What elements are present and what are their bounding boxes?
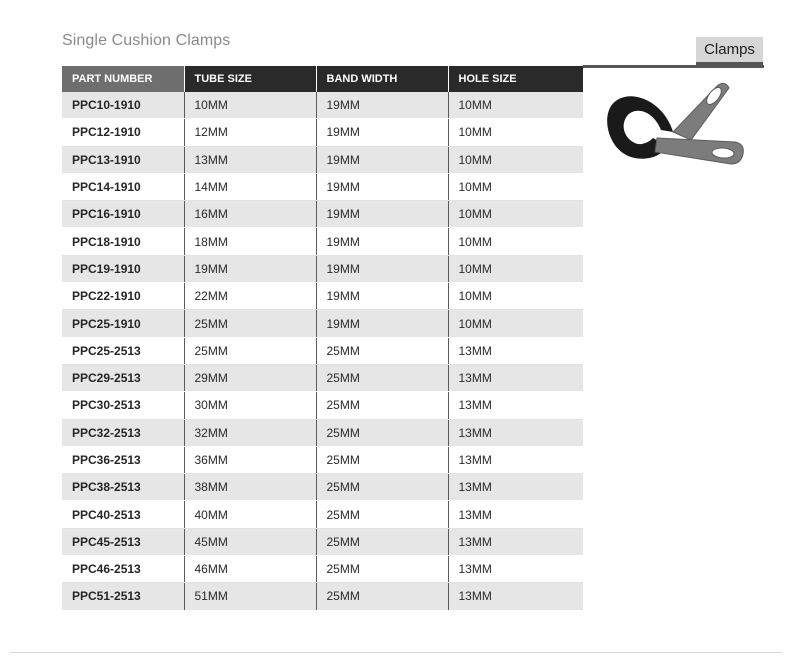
part-number-cell: PPC40-2513 bbox=[62, 501, 184, 528]
table-row bbox=[62, 146, 583, 173]
hole-size-cell: 10MM bbox=[448, 201, 583, 228]
part-number-cell: PPC14-1910 bbox=[62, 173, 184, 200]
part-number-cell: PPC46-2513 bbox=[62, 556, 184, 583]
tube-size-cell: 19MM bbox=[184, 255, 316, 282]
part-number-cell: PPC25-1910 bbox=[62, 310, 184, 337]
hole-size-cell: 10MM bbox=[448, 92, 583, 119]
part-number-cell: PPC30-2513 bbox=[62, 392, 184, 419]
band-width-cell: 25MM bbox=[316, 337, 448, 364]
part-number-cell: PPC25-2513 bbox=[62, 337, 184, 364]
band-width-cell: 25MM bbox=[316, 446, 448, 473]
tube-size-cell: 13MM bbox=[184, 146, 316, 173]
hole-size-cell: 13MM bbox=[448, 392, 583, 419]
tube-size-cell: 16MM bbox=[184, 201, 316, 228]
tube-size-cell: 25MM bbox=[184, 310, 316, 337]
tube-size-cell: 30MM bbox=[184, 392, 316, 419]
table-row bbox=[62, 173, 583, 200]
band-width-cell: 25MM bbox=[316, 419, 448, 446]
hole-size-cell: 10MM bbox=[448, 173, 583, 200]
part-number-cell: PPC45-2513 bbox=[62, 528, 184, 555]
part-number-cell: PPC51-2513 bbox=[62, 583, 184, 610]
footer-rule bbox=[10, 652, 782, 653]
hole-size-cell: 13MM bbox=[448, 337, 583, 364]
band-width-cell: 19MM bbox=[316, 255, 448, 282]
table-row bbox=[62, 201, 583, 228]
header-tube-size: TUBE SIZE bbox=[184, 66, 316, 92]
table-row bbox=[62, 337, 583, 364]
hole-size-cell: 13MM bbox=[448, 364, 583, 391]
header-rule bbox=[583, 65, 764, 68]
tube-size-cell: 10MM bbox=[184, 92, 316, 119]
hole-size-cell: 13MM bbox=[448, 556, 583, 583]
tube-size-cell: 25MM bbox=[184, 337, 316, 364]
table-row bbox=[62, 419, 583, 446]
part-number-cell: PPC13-1910 bbox=[62, 146, 184, 173]
table-row bbox=[62, 283, 583, 310]
tube-size-cell: 32MM bbox=[184, 419, 316, 446]
hole-size-cell: 10MM bbox=[448, 283, 583, 310]
hole-size-cell: 10MM bbox=[448, 146, 583, 173]
table-row bbox=[62, 528, 583, 555]
table-row bbox=[62, 556, 583, 583]
part-number-cell: PPC38-2513 bbox=[62, 474, 184, 501]
band-width-cell: 19MM bbox=[316, 201, 448, 228]
part-number-cell: PPC32-2513 bbox=[62, 419, 184, 446]
hole-size-cell: 13MM bbox=[448, 528, 583, 555]
band-width-cell: 19MM bbox=[316, 146, 448, 173]
part-number-cell: PPC36-2513 bbox=[62, 446, 184, 473]
band-width-cell: 19MM bbox=[316, 310, 448, 337]
part-number-cell: PPC12-1910 bbox=[62, 119, 184, 146]
category-tag: Clamps bbox=[696, 37, 763, 65]
band-width-cell: 19MM bbox=[316, 92, 448, 119]
cushion-clamp-icon bbox=[605, 80, 745, 170]
header-band-width: BAND WIDTH bbox=[316, 66, 448, 92]
table-row bbox=[62, 255, 583, 282]
table-row bbox=[62, 583, 583, 610]
band-width-cell: 25MM bbox=[316, 501, 448, 528]
tube-size-cell: 14MM bbox=[184, 173, 316, 200]
hole-size-cell: 13MM bbox=[448, 474, 583, 501]
tube-size-cell: 46MM bbox=[184, 556, 316, 583]
table-row bbox=[62, 474, 583, 501]
header-part-number: PART NUMBER bbox=[62, 66, 184, 92]
band-width-cell: 19MM bbox=[316, 173, 448, 200]
table-row bbox=[62, 501, 583, 528]
table-row bbox=[62, 392, 583, 419]
part-number-cell: PPC19-1910 bbox=[62, 255, 184, 282]
tube-size-cell: 51MM bbox=[184, 583, 316, 610]
band-width-cell: 25MM bbox=[316, 392, 448, 419]
part-number-cell: PPC10-1910 bbox=[62, 92, 184, 119]
tube-size-cell: 29MM bbox=[184, 364, 316, 391]
hole-size-cell: 13MM bbox=[448, 419, 583, 446]
hole-size-cell: 13MM bbox=[448, 446, 583, 473]
part-number-cell: PPC29-2513 bbox=[62, 364, 184, 391]
band-width-cell: 19MM bbox=[316, 228, 448, 255]
table-row bbox=[62, 92, 583, 119]
hole-size-cell: 10MM bbox=[448, 255, 583, 282]
spec-table bbox=[62, 66, 583, 611]
tube-size-cell: 36MM bbox=[184, 446, 316, 473]
band-width-cell: 25MM bbox=[316, 556, 448, 583]
table-row bbox=[62, 446, 583, 473]
hole-size-cell: 13MM bbox=[448, 501, 583, 528]
band-width-cell: 25MM bbox=[316, 474, 448, 501]
part-number-cell: PPC18-1910 bbox=[62, 228, 184, 255]
band-width-cell: 25MM bbox=[316, 364, 448, 391]
hole-size-cell: 10MM bbox=[448, 228, 583, 255]
table-row bbox=[62, 119, 583, 146]
tube-size-cell: 18MM bbox=[184, 228, 316, 255]
tube-size-cell: 40MM bbox=[184, 501, 316, 528]
tube-size-cell: 45MM bbox=[184, 528, 316, 555]
part-number-cell: PPC22-1910 bbox=[62, 283, 184, 310]
tube-size-cell: 22MM bbox=[184, 283, 316, 310]
hole-size-cell: 10MM bbox=[448, 310, 583, 337]
page-title: Single Cushion Clamps bbox=[62, 32, 231, 49]
band-width-cell: 19MM bbox=[316, 119, 448, 146]
tube-size-cell: 38MM bbox=[184, 474, 316, 501]
band-width-cell: 19MM bbox=[316, 283, 448, 310]
part-number-cell: PPC16-1910 bbox=[62, 201, 184, 228]
band-width-cell: 25MM bbox=[316, 583, 448, 610]
hole-size-cell: 10MM bbox=[448, 119, 583, 146]
table-header-row bbox=[62, 66, 583, 92]
band-width-cell: 25MM bbox=[316, 528, 448, 555]
table-row bbox=[62, 364, 583, 391]
table-body bbox=[62, 92, 583, 610]
header-hole-size: HOLE SIZE bbox=[448, 66, 583, 92]
tube-size-cell: 12MM bbox=[184, 119, 316, 146]
table-row bbox=[62, 310, 583, 337]
hole-size-cell: 13MM bbox=[448, 583, 583, 610]
table-row bbox=[62, 228, 583, 255]
